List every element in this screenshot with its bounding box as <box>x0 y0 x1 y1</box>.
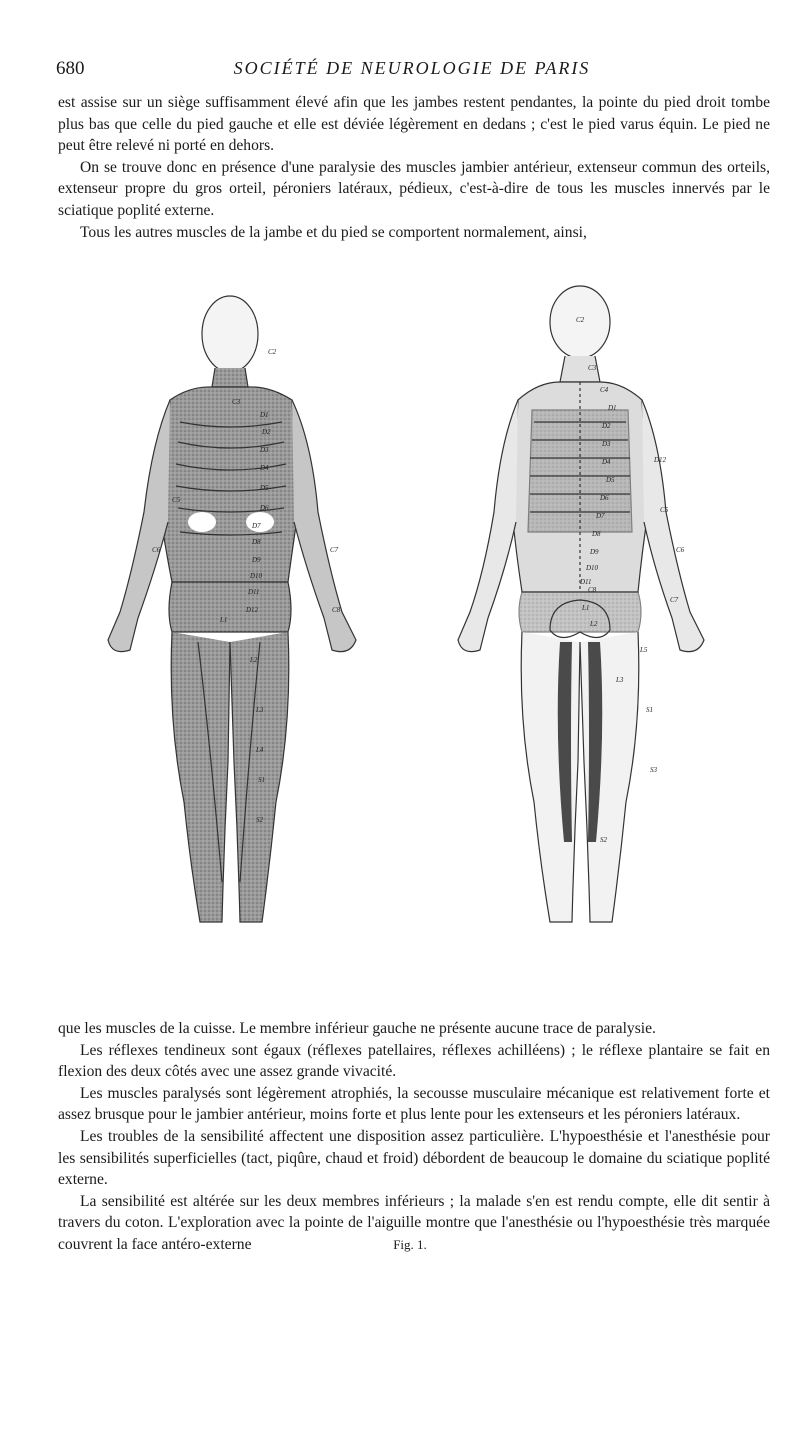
front-dermatome-label: D11 <box>248 588 260 596</box>
paragraph: On se trouve donc en présence d'une paralysie des muscles jambier antérieur, extenseur commun des orteils, extenseur propre du gros orteil, péroniers latéraux, pédieux, c'est-à-dire de tous les muscles innervés par le sciatique poplité externe. <box>58 158 770 219</box>
paragraph: La sensibilité est altérée sur les deux membres inférieurs ; la malade s'en est rendu compte, elle dit sentir à travers du coton. L'exploration avec la pointe de l'aiguille montre que l'anesthésie ou l'hypoesthésie très marquée couvrent la face antéro-externe <box>58 1192 770 1253</box>
running-head: SOCIÉTÉ DE NEUROLOGIE DE PARIS <box>233 58 591 78</box>
page-number: 680 <box>56 58 85 79</box>
front-dermatome-label: C7 <box>330 546 339 554</box>
front-dermatome-label: D7 <box>252 522 261 530</box>
back-dermatome-label: S3 <box>650 766 657 774</box>
back-dermatome-label: D12 <box>654 456 667 464</box>
figure-caption: Fig. 1. <box>393 1237 427 1252</box>
front-dermatome-label: L1 <box>220 616 228 624</box>
back-dermatome-label: C6 <box>676 546 685 554</box>
paragraph: Les muscles paralysés sont légèrement atrophiés, la secousse musculaire mécanique est relativement forte et assez brusque pour le jambier antérieur, moins forte et plus lente pour les extenseurs et les péroniers latéraux. <box>58 1084 770 1124</box>
paragraph: est assise sur un siège suffisamment élevé afin que les jambes restent pendantes, la pointe du pied droit tombe plus bas que celle du pied gauche et elle est déviée légèrement en dedans ; c'est le pied varus équin. Le pied ne peut être relevé ni porté en dehors. <box>58 94 770 155</box>
back-dermatome-label: L3 <box>616 676 624 684</box>
back-dermatome-label: D6 <box>600 494 609 502</box>
front-dermatome-label: L4 <box>256 746 264 754</box>
front-dermatome-label: D8 <box>252 538 261 546</box>
front-dermatome-label: D3 <box>260 446 269 454</box>
paragraph: Tous les autres muscles de la jambe et du pied se comportent normalement, ainsi, <box>80 223 587 241</box>
front-dermatome-label: C6 <box>152 546 161 554</box>
paragraph: Les réflexes tendineux sont égaux (réflexes patellaires, réflexes achilléens) ; le réflexe plantaire se fait en flexion des deux côtés avec une assez grande vivacité. <box>58 1041 770 1081</box>
back-dermatome-label: S2 <box>600 836 607 844</box>
paragraph: que les muscles de la cuisse. Le membre inférieur gauche ne présente aucune trace de paralysie. <box>58 1020 656 1037</box>
back-dermatome-label: C5 <box>660 506 669 514</box>
back-dermatome-label: S1 <box>646 706 653 714</box>
front-dermatome-label: D5 <box>260 484 269 492</box>
dermatome-illustration <box>60 282 760 962</box>
back-dermatome-label: D11 <box>580 578 592 586</box>
back-dermatome-label: D10 <box>586 564 599 572</box>
front-dermatome-label: D9 <box>252 556 261 564</box>
front-dermatome-label: D6 <box>260 504 269 512</box>
back-dermatome-label: D5 <box>606 476 615 484</box>
back-dermatome-label: D3 <box>602 440 611 448</box>
back-body-figure <box>458 286 704 922</box>
back-dermatome-label: C8 <box>588 586 597 594</box>
back-dermatome-label: D4 <box>602 458 611 466</box>
paragraph: Les troubles de la sensibilité affectent une disposition assez particulière. L'hypoesthésie et l'anesthésie pour les sensibilités superficielles (tact, piqûre, chaud et froid) débordent de beaucoup le domaine du sciatique poplité externe. <box>58 1127 770 1189</box>
back-dermatome-label: L5 <box>640 646 648 654</box>
front-dermatome-label: C3 <box>232 398 241 406</box>
back-dermatome-label: C7 <box>670 596 679 604</box>
front-dermatome-label: D2 <box>262 428 271 436</box>
back-dermatome-label: D7 <box>596 512 605 520</box>
front-dermatome-label: D10 <box>250 572 263 580</box>
back-dermatome-label: D1 <box>608 404 617 412</box>
front-dermatome-label: C8 <box>332 606 341 614</box>
page-header <box>56 58 768 84</box>
front-dermatome-label: L2 <box>250 656 258 664</box>
back-dermatome-label: D2 <box>602 422 611 430</box>
front-dermatome-label: C5 <box>172 496 181 504</box>
body-text-bottom <box>58 1018 770 1256</box>
front-body-figure <box>108 296 356 922</box>
back-dermatome-label: C3 <box>588 364 597 372</box>
front-dermatome-label: C2 <box>268 348 277 356</box>
back-dermatome-label: C2 <box>576 316 585 324</box>
back-dermatome-label: L1 <box>582 604 590 612</box>
front-dermatome-label: D1 <box>260 411 269 419</box>
back-dermatome-label: C4 <box>600 386 609 394</box>
front-dermatome-label: D12 <box>246 606 259 614</box>
front-dermatome-label: S2 <box>256 816 263 824</box>
back-dermatome-label: D8 <box>592 530 601 538</box>
back-dermatome-label: D9 <box>590 548 599 556</box>
front-dermatome-label: L3 <box>256 706 264 714</box>
back-dermatome-label: L2 <box>590 620 598 628</box>
front-dermatome-label: S1 <box>258 776 265 784</box>
front-dermatome-label: D4 <box>260 464 269 472</box>
body-text-top <box>58 92 770 243</box>
